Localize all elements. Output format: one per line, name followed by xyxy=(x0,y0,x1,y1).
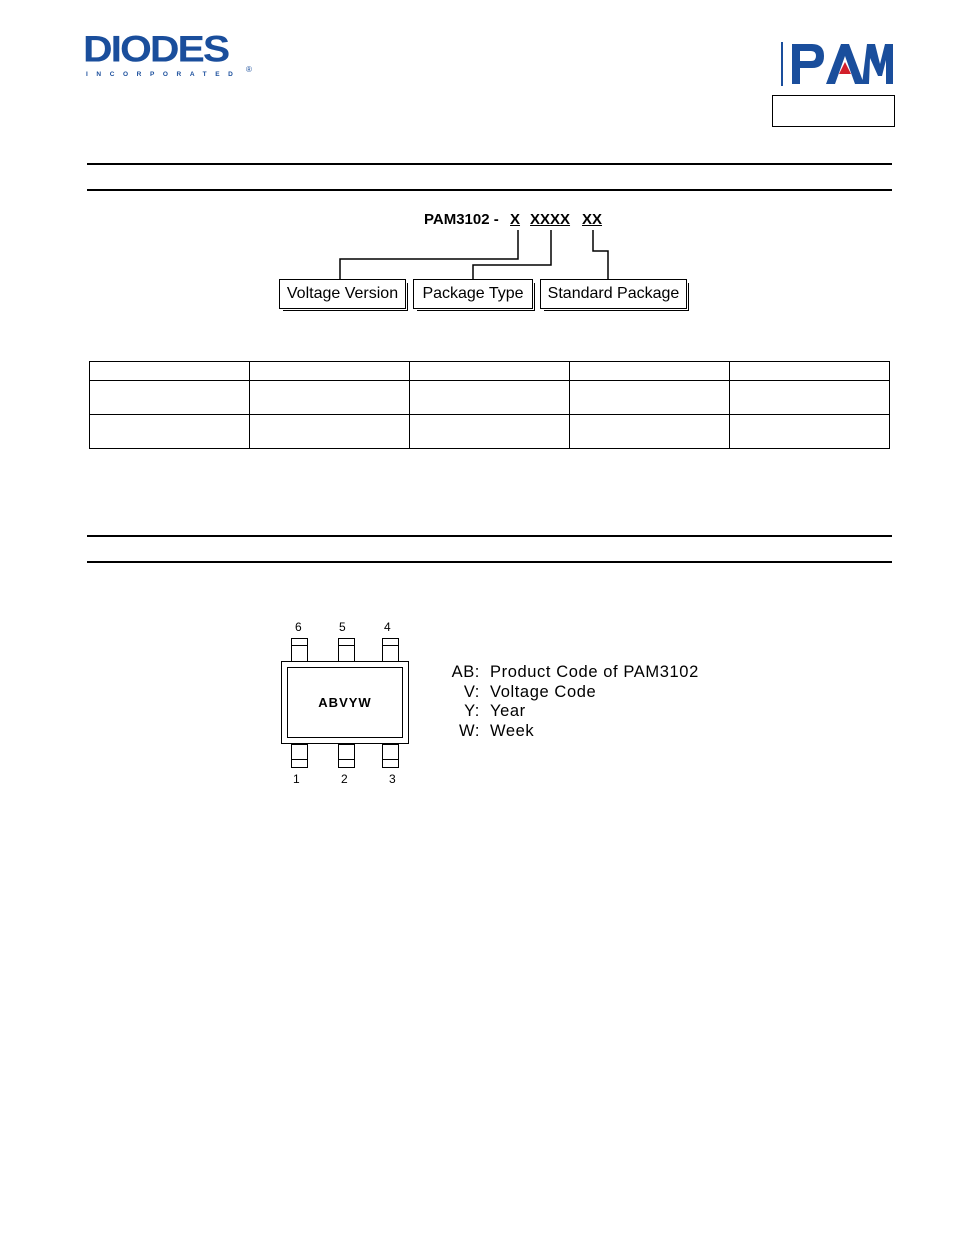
pam-logo xyxy=(778,40,894,88)
part-number-standard-segment: XX xyxy=(582,211,603,228)
legend-item xyxy=(448,702,748,722)
pin-number: 1 xyxy=(293,772,300,786)
table-row xyxy=(90,362,890,381)
legend-item xyxy=(448,683,748,703)
chip-body xyxy=(287,667,403,738)
legend-key: W: xyxy=(458,721,480,740)
diodes-logo-subtitle: INCORPORATED xyxy=(86,71,242,78)
pin-lead xyxy=(382,744,399,768)
table-cell xyxy=(250,381,410,415)
table-cell xyxy=(410,415,570,449)
chip-marking-text: ABVYW xyxy=(318,695,372,710)
legend-item xyxy=(448,663,748,683)
section-rule-bottom-2 xyxy=(87,561,892,563)
table-row xyxy=(90,415,890,449)
table-cell xyxy=(410,381,570,415)
ordering-diagram xyxy=(270,205,700,315)
legend-value: Week xyxy=(490,721,535,740)
voltage-version-label: Voltage Version xyxy=(279,279,406,309)
table-cell xyxy=(250,362,410,381)
table-cell xyxy=(570,362,730,381)
legend-key: Y: xyxy=(464,702,480,720)
pin-lead xyxy=(382,638,399,662)
legend-key: AB: xyxy=(451,663,480,681)
table-row xyxy=(90,381,890,415)
table-cell xyxy=(250,415,410,449)
standard-package-label: Standard Package xyxy=(540,279,687,309)
table-cell xyxy=(90,415,250,449)
legend-value: Year xyxy=(490,702,526,720)
marking-diagram xyxy=(270,618,430,793)
part-number-package-segment: XXXX xyxy=(530,211,571,228)
pam-logo-bar xyxy=(781,42,783,86)
section-rule-top-2 xyxy=(87,535,892,537)
diodes-logo-word: DIODES xyxy=(83,28,229,70)
package-type-label: Package Type xyxy=(413,279,533,309)
table-cell xyxy=(90,362,250,381)
pin-number: 4 xyxy=(384,620,391,634)
part-number-voltage-segment: X xyxy=(510,211,521,228)
section-rule-top xyxy=(87,163,892,165)
pin-lead xyxy=(338,744,355,768)
table-cell xyxy=(730,381,890,415)
pin-number: 2 xyxy=(341,772,348,786)
registered-mark: ® xyxy=(246,65,252,74)
legend-value: Voltage Code xyxy=(490,682,597,701)
legend-key: V: xyxy=(463,682,480,701)
table-cell xyxy=(730,415,890,449)
diodes-logo xyxy=(83,28,255,83)
pin-number: 3 xyxy=(389,772,396,786)
legend-item xyxy=(448,722,748,742)
ordering-table xyxy=(89,361,890,449)
part-number-prefix: PAM3102 - xyxy=(424,211,499,228)
pin-lead xyxy=(291,744,308,768)
table-cell xyxy=(730,362,890,381)
pin-lead xyxy=(291,638,308,662)
table-cell xyxy=(410,362,570,381)
table-cell xyxy=(90,381,250,415)
table-cell xyxy=(570,415,730,449)
pin-number: 6 xyxy=(295,620,302,634)
pin-number: 5 xyxy=(339,620,346,634)
section-rule-bottom xyxy=(87,189,892,191)
legend-value: Product Code of PAM3102 xyxy=(490,663,699,681)
marking-legend xyxy=(448,663,748,741)
pam-logo-icon xyxy=(790,42,894,86)
table-cell xyxy=(570,381,730,415)
header-info-box xyxy=(772,95,895,127)
pin-lead xyxy=(338,638,355,662)
